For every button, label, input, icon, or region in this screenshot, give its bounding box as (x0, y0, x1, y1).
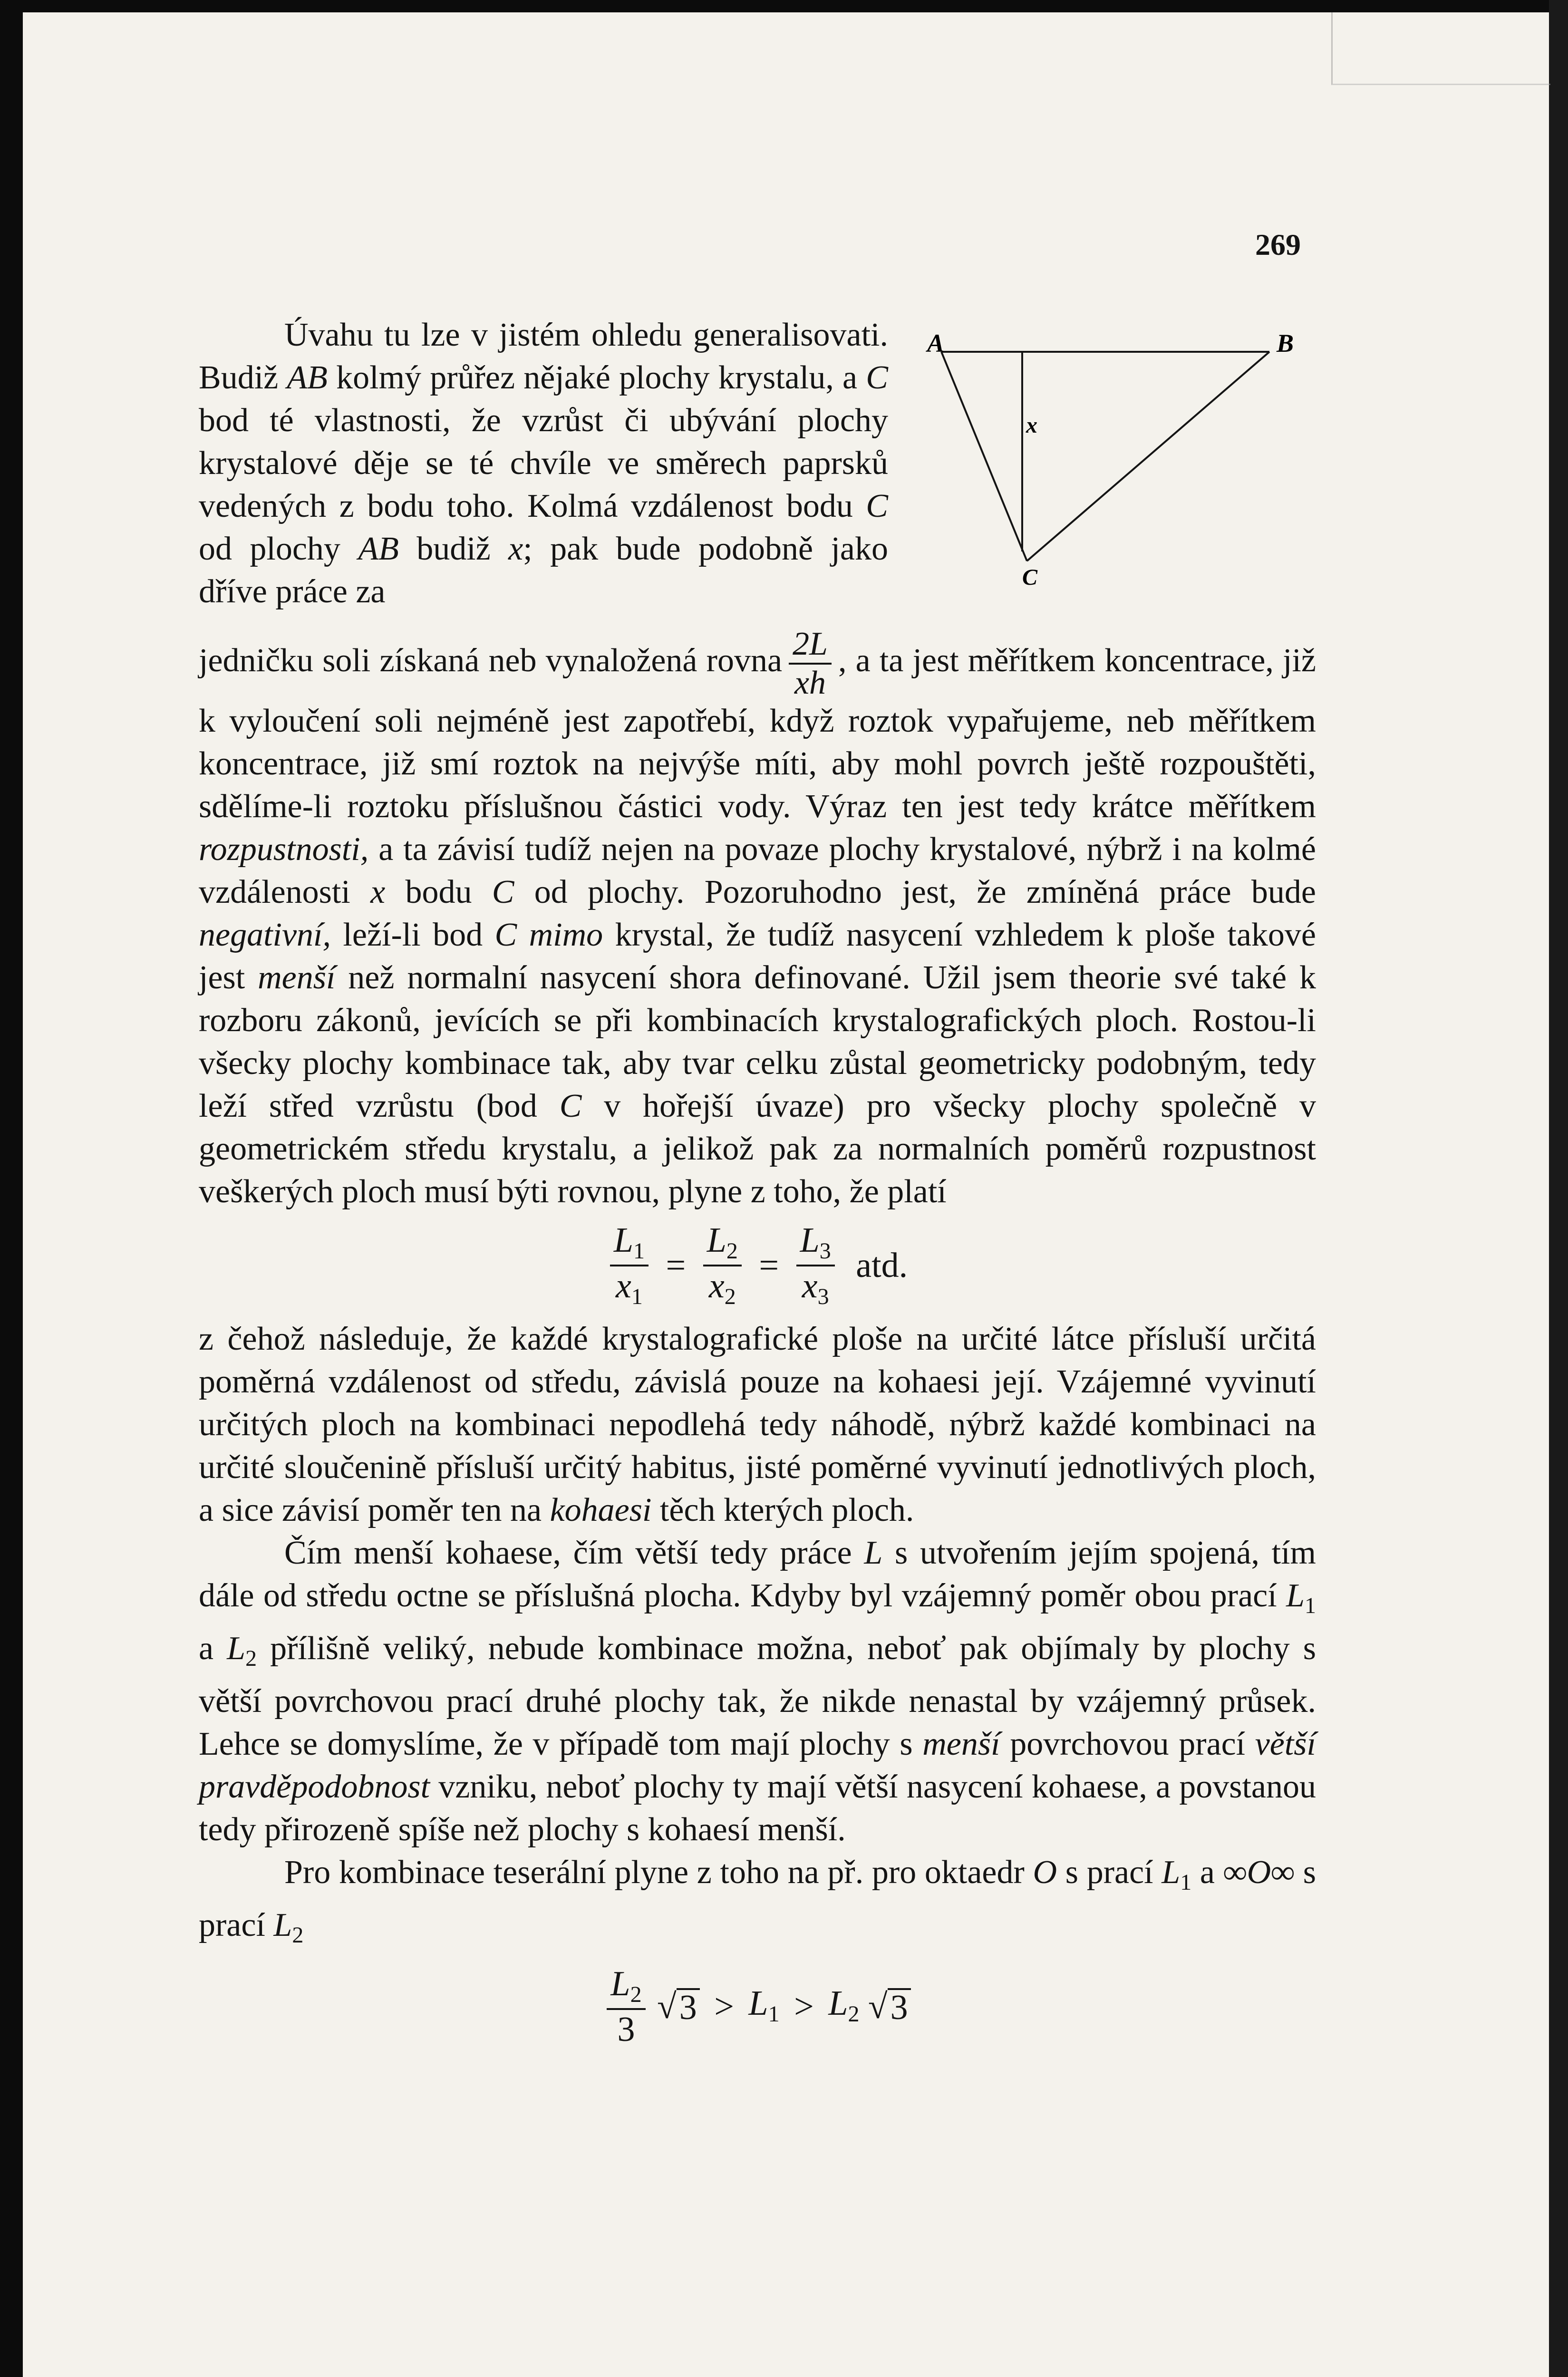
scan-border-left (0, 0, 23, 2377)
equation-ratios: $\frac{L_1}{x_1}$ = $\frac{L_2}{x_2}$ = $\frac{L_3}{x_3}$ atd. (199, 1223, 1316, 1308)
page-number: 269 (1255, 228, 1301, 261)
paragraph-1: Úvahu tu lze v jistém ohledu generalisovati. Budiž AB kolmý průřez nějaké plochy krystalu, a C bod té vlastnosti, že vzrůst či ubývání plochy krystalové děje se té chvíle ve směrech paprsků vedených z bodu toho. Kolmá vzdálenost bodu C od plochy AB budiž x; pak bude podobně jako dříve práce za (199, 317, 888, 610)
scan-border-right (1549, 0, 1568, 2377)
figure-label-x: x (1026, 413, 1037, 438)
paragraph-5: Pro kombinace teserální plyne z toho na př. pro oktaedr O s prací $L_1$ a ∞O∞ s prací $L_2$ (199, 1854, 1316, 1948)
figure-label-c: C (1022, 565, 1038, 590)
equation-inequality: $\frac{L_2}{3}$ $√3 > L_1 > L_2$ √3 (199, 1966, 1316, 2047)
fraction-2l-xh: $\frac{2L}{xh}$ (789, 628, 832, 700)
paragraph-2: jedničku soli získaná neb vynaložená rovna $\frac{2L}{xh}$ , a ta jest měřítkem koncentrace, již k vyloučení soli nejméně jest zapotřebí, když roztok vypařujeme, neb měřítkem koncentrace, již smí roztok na nejvýše míti, aby mohl povrch ještě rozpouštěti, sdělíme-li roztoku příslušnou částici vody. Výraz ten jest tedy krátce měřítkem rozpustnosti, a ta závisí tudíž nejen na povaze plochy krystalové, nýbrž i na kolmé vzdálenosti x bodu C od plochy. Pozoruhodno jest, že zmíněná práce bude negativní, leží-li bod C mimo krystal, že tudíž nasycení vzhledem k ploše takové jest menší než normalní nasycení shora definované. Užil jsem theorie své také k rozboru zákonů, jevících se při kombinacích krystalografických ploch. Rostou-li všecky plochy kombinace tak, aby tvar celku zůstal geometricky podobným, tedy leží střed vzrůstu (bod C v hořejší úvaze) pro všecky plochy společně v geometrickém středu krystalu, a jelikož pak za normalních poměrů rozpustnost veškerých ploch musí býti rovnou, plyne z toho, že platí (199, 626, 1316, 1210)
paragraph-4: Čím menší kohaese, čím větší tedy práce L s utvořením jejím spojená, tím dále od středu octne se příslušná plocha. Kdyby byl vzájemný poměr obou prací $L_1$ a $L_2$ přílišně veliký, nebude kombinace možna, neboť pak objímaly by plochy s větší povrchovou prací druhé plochy tak, že nikde nenastal by vzájemný průsek. Lehce se domyslíme, že v případě tom mají plochy s menší povrchovou prací větší pravděpodobnost vzniku, neboť plochy ty mají větší nasycení kohaese, a povstanou tedy přirozeně spíše než plochy s kohaesí menší. (199, 1535, 1316, 1848)
body-text (199, 314, 1316, 2057)
figure-label-a: A (927, 329, 945, 358)
scan-edge-artifact (1331, 12, 1550, 85)
figure-label-b: B (1277, 329, 1294, 358)
paragraph-3: z čehož následuje, že každé krystalografické ploše na určité látce přísluší určitá poměrná vzdálenost od středu, závislá pouze na kohaesi její. Vzájemné vyvinutí určitých ploch na kombinaci nepodlehá tedy náhodě, nýbrž každé kombinaci na určité sloučenině přísluší určitý habitus, jisté poměrné vyvinutí jednotlivých ploch, a sice závisí poměr ten na kohaesi těch kterých ploch. (199, 1321, 1316, 1528)
scan-border-top (0, 0, 1568, 12)
